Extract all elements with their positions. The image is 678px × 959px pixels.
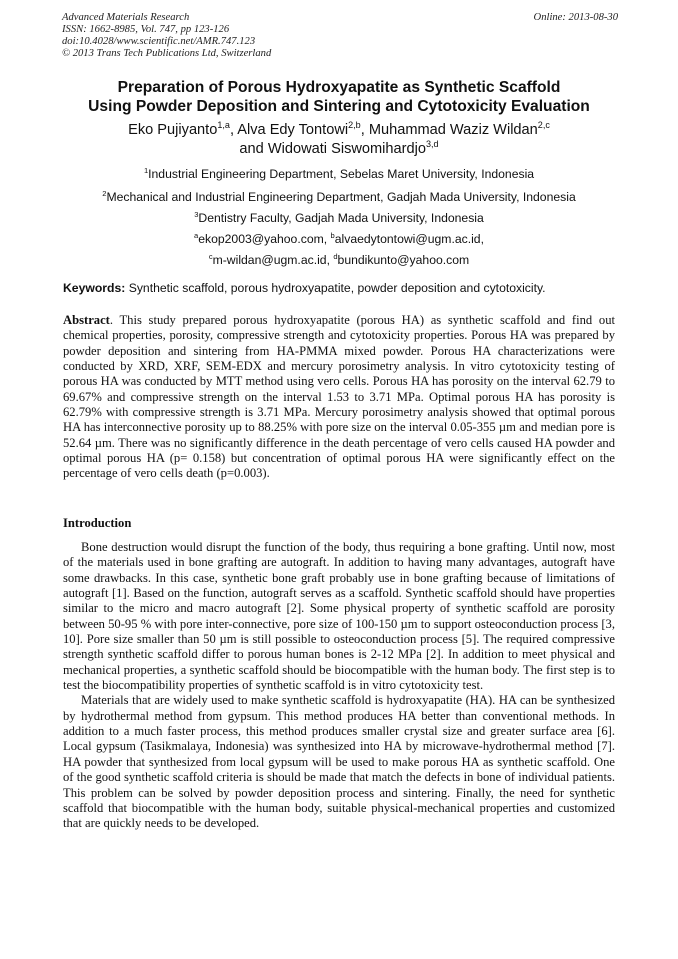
author-name: Alva Edy Tontowi [237, 122, 349, 138]
affiliation-mark: 3 [194, 209, 199, 219]
author-separator: , [360, 122, 365, 138]
author-affiliation-mark: 2,b [348, 120, 361, 131]
abstract-label: Abstract [63, 313, 110, 327]
paper-title [40, 78, 638, 116]
author-name: Muhammad Waziz Wildan [368, 122, 538, 138]
affiliation-text: Dentistry Faculty, Gadjah Mada University, Indonesia [198, 211, 484, 225]
introduction-heading: Introduction [63, 516, 132, 530]
affiliation-text: Industrial Engineering Department, Sebelas Maret University, Indonesia [148, 167, 535, 181]
journal-doi: doi:10.4028/www.scientific.net/AMR.747.123 [62, 36, 256, 47]
journal-issn: ISSN: 1662-8985, Vol. 747, pp 123-126 [62, 24, 230, 35]
affiliation-2 [40, 190, 638, 205]
affiliation-3 [40, 211, 638, 226]
author-line-1 [40, 121, 638, 140]
author-separator: , [229, 122, 234, 138]
keywords [63, 281, 615, 296]
title-line-1: Preparation of Porous Hydroxyapatite as Synthetic Scaffold [117, 79, 561, 96]
title-line-2: Using Powder Deposition and Sintering and Cytotoxicity Evaluation [88, 98, 590, 115]
keywords-label: Keywords: [63, 281, 126, 295]
email-mark: d [333, 251, 338, 261]
journal-copyright: © 2013 Trans Tech Publications Ltd, Switzerland [62, 48, 272, 59]
author-affiliation-mark: 2,c [537, 120, 550, 131]
email-line-2 [40, 253, 638, 268]
online-date: Online: 2013-08-30 [533, 12, 618, 23]
email-address: m-wildan@ugm.ac.id, [212, 253, 330, 267]
author-name: Eko Pujiyanto [128, 122, 218, 138]
introduction-paragraph-1: Bone destruction would disrupt the function of the body, thus requiring a bone grafting. Until now, most of the materials used in bone grafting are autograft. In addition to having many advantages, autograft have some drawbacks. In this case, synthetic bone graft probably use in bone grafting because of limitations of autograft [1]. Based on the function, autograft serves as a scaffold. Synthetic scaffold should have properties similar to the micro and macro autograft [2]. Some physical property of synthetic scaffold are porosity between 50-95 % with pore inter-connective, pore size of 100-150 µm to support osteoconduction process [3, 10]. Pore size smaller than 50 µm is still possible to osteoconduction process [5]. The required compressive strength synthetic scaffold differ to porous human bones is 2-12 MPa [2]. In addition to meet physical and mechanical properties, a synthetic scaffold should be biocompatible with the human body. The first step is to test the biocompatibility properties of synthetic scaffold is in vitro cytotoxicity test. [63, 540, 615, 693]
affiliation-mark: 2 [102, 188, 107, 198]
introduction-body [63, 540, 615, 832]
affiliation-1 [40, 167, 638, 182]
author-list [40, 121, 638, 159]
introduction-paragraph-2: Materials that are widely used to make synthetic scaffold is hydroxyapatite (HA). HA can be synthesized by hydrothermal method from gypsum. This method produces HA better than conventional methods. In addition to a much faster process, this method produces smaller crystal size and greater surface area [6]. Local gypsum (Tasikmalaya, Indonesia) was synthesized into HA by microwave-hydrothermal method [7]. HA powder that synthesized from local gypsum will be used to make porous HA as synthetic scaffold. One of the good synthetic scaffold criteria is should be made that match the defects in bone of individual patients. This problem can be solved by powder deposition process and sintering. Finally, the need for synthetic scaffold that biocompatible with the human body, suitable physical-mechanical properties and customized that are quickly needs to be developed. [63, 693, 615, 831]
journal-name: Advanced Materials Research [62, 12, 190, 23]
email-address: alvaedytontowi@ugm.ac.id, [334, 232, 484, 246]
affiliation-text: Mechanical and Industrial Engineering Department, Gadjah Mada University, Indonesia [106, 190, 576, 204]
email-line-1 [40, 232, 638, 247]
email-mark: b [330, 230, 335, 240]
keywords-text: Synthetic scaffold, porous hydroxyapatite, powder deposition and cytotoxicity. [128, 281, 546, 295]
journal-header [62, 12, 618, 60]
affiliation-mark: 1 [143, 165, 149, 175]
author-affiliation-mark: 1,a [217, 120, 230, 131]
author-affiliation-mark: 3,d [426, 139, 439, 150]
email-mark: c [208, 251, 213, 261]
email-address: ekop2003@yahoo.com, [198, 232, 328, 246]
email-mark: a [194, 230, 199, 240]
author-name: Widowati Siswomihardjo [267, 141, 426, 157]
email-address: bundikunto@yahoo.com [337, 253, 470, 267]
abstract [63, 313, 615, 482]
abstract-text: . This study prepared porous hydroxyapatite (porous HA) as synthetic scaffold and find out chemical properties, porosity, compressive strength and cytotoxicity properties. Porous HA was prepared by powder deposition and sintering from HA-PMMA mixed powder. Porous HA characterizations were conducted by XRD, XRF, SEM-EDX and mercury porosimetry analysis. In vitro cytotoxicity testing of porous HA was conducted by MTT method using vero cells. Porous HA has porosity on the interval 62.79 to 69.67% and compressive strength on the interval 1.53 to 3.71 MPa. Optimal porous HA has porosity is 62.79% with compressive strength is 3.71 MPa. Mercury porosimetry analysis showed that optimal porous HA has interconnective porosity up to 88.25% with pore size on the interval 0.05-355 µm and median pore is 52.64 µm. There was no significantly difference in the death percentage of vero cells caused HA powder and optimal porous HA (p= 0.158) but concentration of optimal porous HA were significantly effect on the percentage of vero cells death (p=0.003). [63, 313, 615, 481]
author-line-2 [40, 140, 638, 159]
author-conjunction: and [239, 141, 264, 157]
